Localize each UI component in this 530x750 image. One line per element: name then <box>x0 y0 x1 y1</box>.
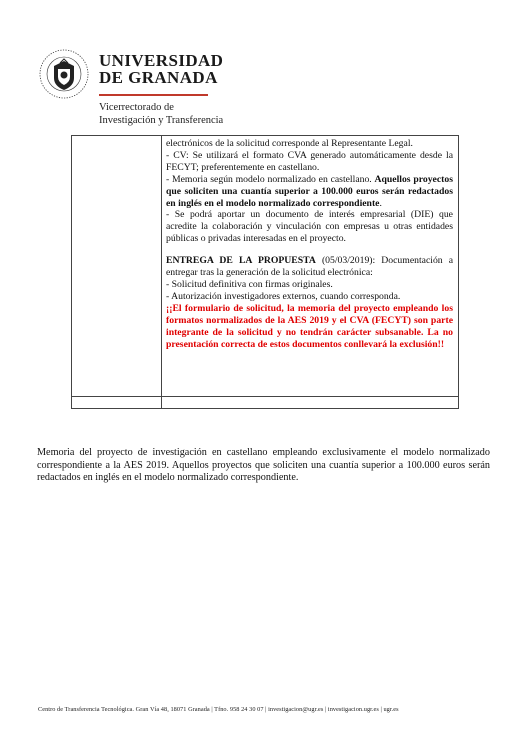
memoria-normal-text: - Memoria según modelo normalizado en castellano. <box>166 173 375 185</box>
cell-line-memoria <box>166 174 453 210</box>
cell-line-representante: electrónicos de la solicitud corresponde al Representante Legal. <box>166 138 413 149</box>
cell-line-entrega <box>166 255 453 279</box>
university-name-line1: UNIVERSIDAD <box>99 51 224 70</box>
university-name-line2: DE GRANADA <box>99 68 218 87</box>
university-name <box>99 52 223 86</box>
cell-line-die: - Se podrá aportar un documento de interés empresarial (DIE) que acredite la colaboración y vinculación con empresas u otras entidades públicas o privadas interesadas en el proyecto. <box>166 209 453 245</box>
table-column-divider <box>161 136 162 408</box>
entrega-rest: Documentación a entregar tras la generación de la solicitud electrónica: <box>166 255 453 279</box>
memoria-paragraph: Memoria del proyecto de investigación en castellano empleando exclusivamente el modelo normalizado correspondiente a la AES 2019. Aquellos proyectos que soliciten una cuantía superior a 100.000 euros serán redactados en inglés en el modelo normalizado correspondiente. <box>37 447 490 484</box>
vice-line1: Vicerrectorado de <box>99 102 174 113</box>
entrega-heading: ENTREGA DE LA PROPUESTA <box>166 255 316 267</box>
memoria-end-text: . <box>379 197 382 209</box>
cell-line-cv: - CV: Se utilizará el formato CVA generado automáticamente desde la FECYT; preferentemente en castellano. <box>166 149 453 173</box>
cell-item-autorizacion: - Autorización investigadores externos, cuando corresponda. <box>166 290 401 302</box>
page-footer: Centro de Transferencia Tecnológica. Gran Vía 48, 18071 Granada | Tfno. 958 24 30 07 | investigacion@ugr.es | investigacion.ugr.es | ugr.es <box>38 706 399 713</box>
cell-warning-text: ¡¡El formulario de solicitud, la memoria del proyecto empleando los formatos normalizados de la AES 2019 y el CVA (FECYT) son parte integrante de la solicitud y no tendrán carácter subsanable. La no presentación correcta de estos documentos conllevará la exclusión!! <box>166 302 453 350</box>
header-red-rule <box>99 94 208 96</box>
vicerrectorado-label <box>99 101 223 127</box>
university-seal-logo <box>38 48 90 100</box>
memoria-bold-text: Aquellos proyectos que soliciten una cuantía superior a 100.000 euros serán redactados en inglés en el modelo normalizado correspondiente <box>166 173 453 209</box>
vice-line2: Investigación y Transferencia <box>99 115 224 126</box>
requirements-table <box>71 135 459 409</box>
entrega-date: (05/03/2019): <box>315 255 382 267</box>
table-cell-content <box>166 138 453 350</box>
cell-item-solicitud: - Solicitud definitiva con firmas originales. <box>166 278 333 290</box>
table-row-divider <box>72 396 458 397</box>
